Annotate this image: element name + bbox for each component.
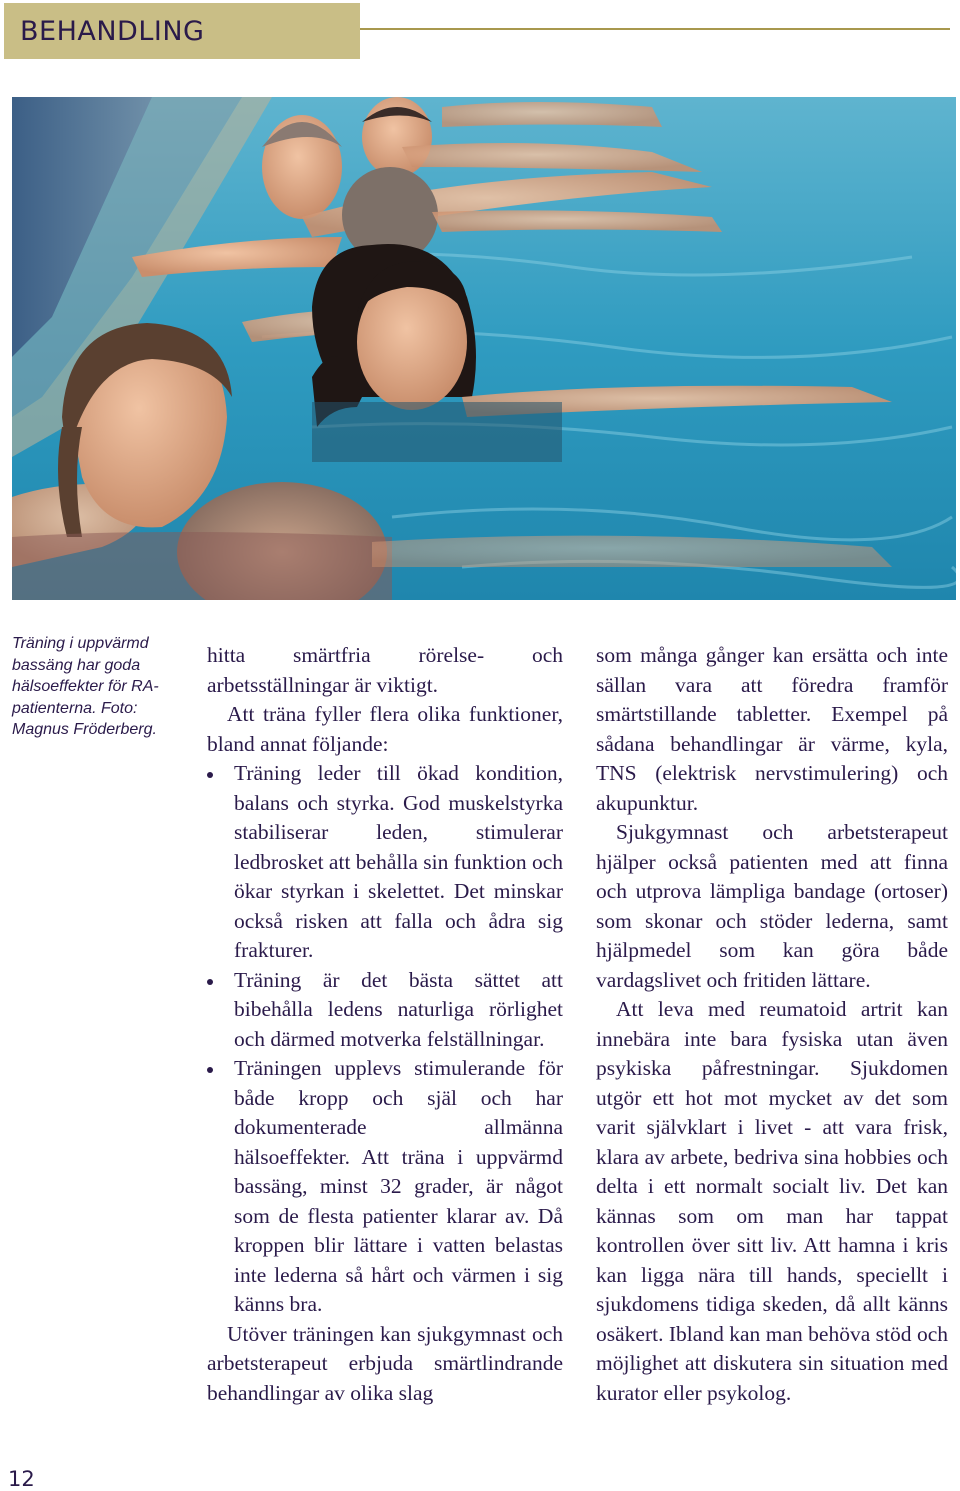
bullet-item <box>207 1054 563 1320</box>
article-column-right <box>596 641 948 1408</box>
bullet-icon <box>207 1067 213 1073</box>
paragraph: Att träna fyller flera olika funktioner, bland annat följande: <box>207 702 563 756</box>
bullet-text: Träning är det bästa sättet att bibehålla ledens naturliga rörlighet och därmed motverka felställningar. <box>234 967 563 1051</box>
paragraph: Sjukgymnast och arbetsterapeut hjälper också patienten med att finna och utprova lämpliga bandage (ortoser) som skonar och stöder lederna, samt hjälpmedel som kan göra både vardagslivet och fritiden lättare. <box>596 820 948 992</box>
section-header <box>4 3 360 59</box>
pool-exercise-photo <box>12 97 956 600</box>
photo-caption: Träning i uppvärmd bassäng har goda hälsoeffekter för RA-patienterna. Foto: Magnus Fröderberg. <box>12 635 159 738</box>
bullet-icon <box>207 979 213 985</box>
paragraph: Att leva med reumatoid artrit kan innebära inte bara fysiska utan även psykiska påfrestningar. Sjukdomen utgör ett hot mot mycket av det som varit självklart i livet - att vara frisk, klara av arbete, bedriva sina hobbies och delta i ett normalt socialt liv. Det kan kännas som om man har tappat kontrollen över sitt liv. Att hamna i kris kan ligga nära till hands, speciellt i sjukdomens tidiga skeden, då allt känns osäkert. Ibland kan man behöva stöd och möjlighet att diskutera sin situation med kurator eller psykolog. <box>596 997 948 1405</box>
bullet-icon <box>207 772 213 778</box>
bullet-item <box>207 966 563 1055</box>
paragraph: som många gånger kan ersätta och inte sällan vara att föredra framför smärtstillande tabletter. Exempel på sådana behandlingar är värme, kyla, TNS (elektrisk nervstimulering) och akupunktur. <box>596 643 948 815</box>
paragraph: hitta smärtfria rörelse- och arbetsställningar är viktigt. <box>207 643 563 697</box>
section-title: BEHANDLING <box>20 16 205 47</box>
bullet-text: Träningen upplevs stimulerande för både kropp och själ och har dokumenterade allmänna hälsoeffekter. Att träna i uppvärmd bassäng, minst 32 grader, är något som de flesta patienter klarar av. Då kroppen blir lättare i vatten belastas inte lederna så hårt och värmen i sig känns bra. <box>234 1056 563 1316</box>
header-rule <box>360 28 950 30</box>
bullet-text: Träning leder till ökad kondition, balans och styrka. God muskelstyrka stabiliserar leden, stimulerar ledbrosket att behålla sin funktion och ökar styrkan i skelettet. Det minskar också risken att falla och ådra sig frakturer. <box>234 761 563 962</box>
article-column-middle <box>207 641 563 1408</box>
bullet-list <box>207 759 563 1320</box>
page-number: 12 <box>8 1467 35 1491</box>
paragraph: Utöver träningen kan sjukgymnast och arbetsterapeut erbjuda smärtlindrande behandlingar av olika slag <box>207 1321 563 1405</box>
bullet-item <box>207 759 563 966</box>
